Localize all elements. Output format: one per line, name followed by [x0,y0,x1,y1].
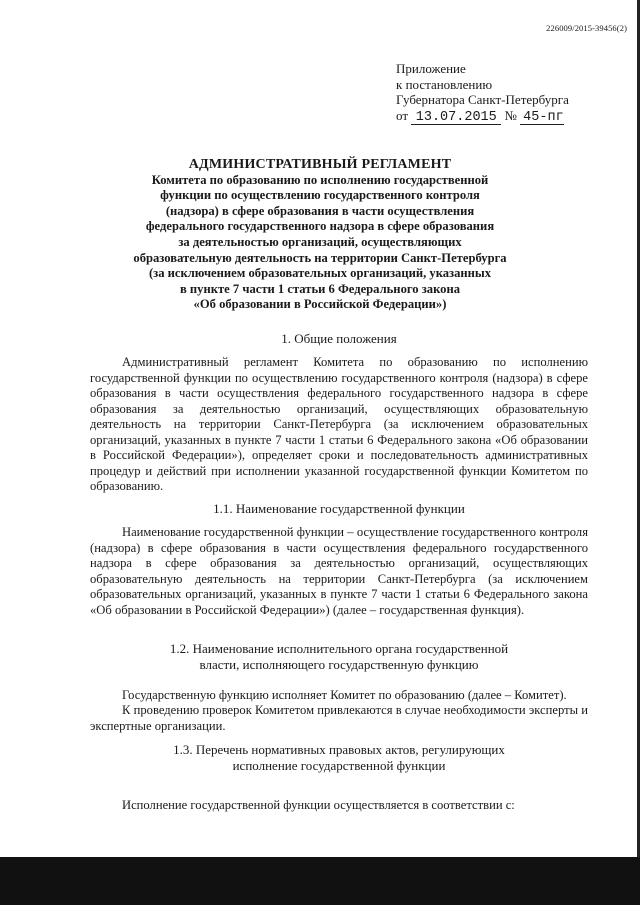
title-line: Комитета по образованию по исполнению государственной [151,172,489,187]
title-line: в пункте 7 части 1 статьи 6 Федерального закона [179,281,461,296]
section-heading-1: 1. Общие положения [281,331,397,346]
document-id: 226009/2015-39456(2) [546,23,627,33]
section-1-2-paragraph-2: К проведению проверок Комитетом привлекаются в случае необходимости эксперты и экспертные организации. [90,703,588,733]
annex-block [396,61,606,125]
annex-from-label: от [396,107,409,123]
annex-date-line [396,108,606,125]
scan-border [0,857,640,905]
annex-date: 13.07.2015 [411,111,501,125]
title-main: АДМИНИСТРАТИВНЫЙ РЕГЛАМЕНТ [188,157,452,172]
annex-number-label: № [504,107,517,123]
title-line: образовательную деятельность на территории Санкт-Петербурга [133,250,507,265]
annex-line-1: Приложение [396,61,466,76]
section-1-3-paragraph: Исполнение государственной функции осуществляется в соответствии с: [122,798,515,812]
section-1-2-paragraph-1: Государственную функцию исполняет Комитет по образованию (далее – Комитет). [122,688,567,702]
document-title [130,157,510,313]
annex-line-3: Губернатора Санкт-Петербурга [396,92,569,107]
heading-line: 1.2. Наименование исполнительного органа государственной [169,641,509,656]
annex-line-2: к постановлению [396,76,493,92]
section-1-1-paragraph: Наименование государственной функции – осуществление государственного контроля (надзора) в сфере образования в части осуществления федерального государственного надзора в сфере образования за деятельностью организаций, осуществляющих образовательную деятельность на территории Санкт-Петербурга (за исключением образовательных организаций, указанных в пункте 7 части 1 статьи 6 Федерального закона «Об образовании в Российской Федерации») (далее – государственная функция). [90,525,588,617]
section-1-paragraph: Административный регламент Комитета по образованию по исполнению государственной функции по осуществлению государственного контроля (надзора) в сфере образования в части осуществления федерального государственного надзора в сфере образования за деятельностью организаций, осуществляющих образовательную деятельность на территории Санкт-Петербурга (за исключением образовательных организаций, указанных в пункте 7 части 1 статьи 6 Федерального закона «Об образовании в Российской Федерации»), определяет сроки и последовательность административных процедур и действий при исполнении указанной государственной функции Комитетом по образованию. [90,355,588,493]
title-line: функции по осуществлению государственного контроля [160,188,480,203]
heading-line: исполнение государственной функции [232,758,446,773]
heading-line: 1.3. Перечень нормативных правовых актов, регулирующих [173,742,505,757]
title-line: за деятельностью организаций, осуществляющих [178,234,462,249]
section-heading-1-2 [90,641,588,673]
section-heading-1-1: 1.1. Наименование государственной функции [213,501,465,516]
title-line: (надзора) в сфере образования в части осуществления [165,203,475,218]
title-line: «Об образовании в Российской Федерации») [193,297,447,312]
annex-number: 45-пг [520,111,564,125]
title-line: федерального государственного надзора в сфере образования [145,219,495,234]
heading-line: власти, исполняющего государственную функцию [199,657,479,672]
title-line: (за исключением образовательных организаций, указанных [148,266,492,281]
section-heading-1-3 [90,742,588,774]
